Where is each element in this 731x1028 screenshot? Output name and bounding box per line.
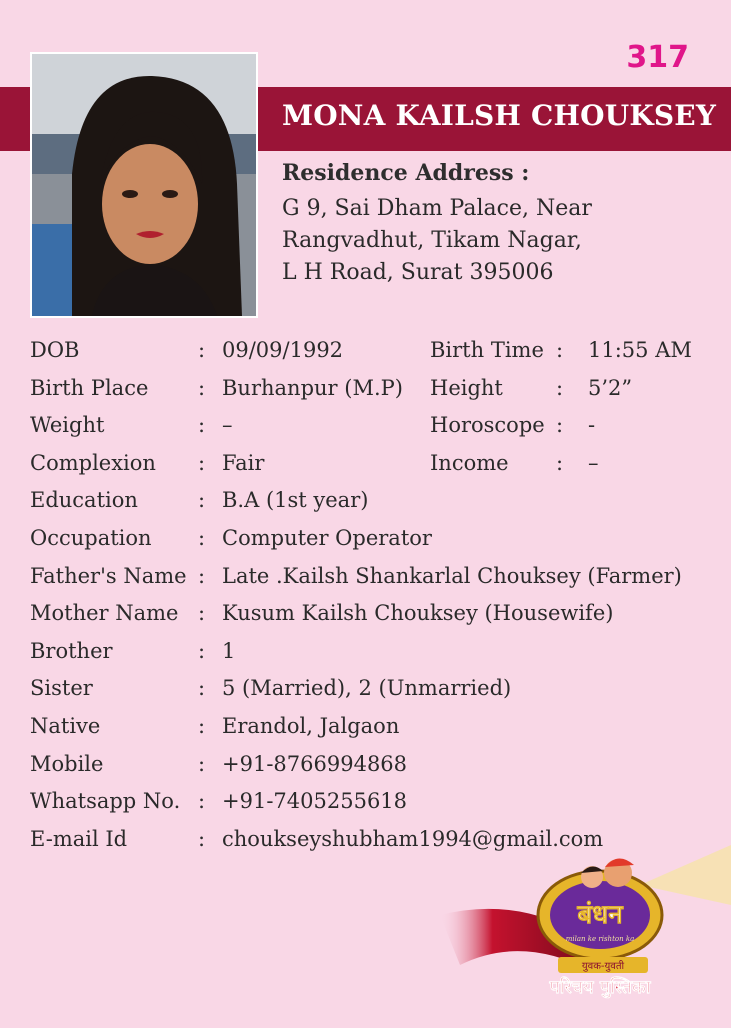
height-value: 5’2” — [588, 375, 633, 400]
native-label: Native — [30, 713, 101, 738]
education-label: Education — [30, 488, 138, 513]
profile-name: MONA KAILSH CHOUKSEY — [282, 99, 717, 132]
logo-tagline: milan ke rishton ka — [565, 935, 635, 943]
detail-row-mother — [30, 601, 710, 639]
birth-time-value: 11:55 AM — [588, 338, 692, 362]
native-value: Erandol, Jalgaon — [222, 713, 400, 738]
profile-details — [30, 338, 710, 864]
detail-row-mobile — [30, 752, 710, 790]
birth-time-label: Birth Time — [430, 338, 544, 362]
mother-name-label: Mother Name — [30, 601, 179, 626]
mobile-value: +91-8766994868 — [222, 751, 408, 776]
detail-row-dob — [30, 338, 710, 376]
separator: : — [198, 375, 206, 400]
separator: : — [556, 338, 564, 362]
income-value: – — [588, 450, 599, 475]
address-line: L H Road, Surat 395006 — [282, 260, 554, 285]
education-value: B.A (1st year) — [222, 488, 369, 513]
occupation-value: Computer Operator — [222, 525, 432, 550]
detail-row-weight — [30, 413, 710, 451]
separator: : — [198, 638, 206, 663]
detail-row-brother — [30, 639, 710, 677]
separator: : — [198, 563, 206, 588]
separator: : — [198, 601, 206, 626]
separator: : — [198, 450, 206, 475]
detail-row-whatsapp — [30, 789, 710, 827]
detail-row-birth-place — [30, 376, 710, 414]
whatsapp-label: Whatsapp No. — [30, 789, 181, 814]
birth-place-label: Birth Place — [30, 375, 149, 400]
separator: : — [556, 375, 564, 400]
detail-row-sister — [30, 676, 710, 714]
separator: : — [198, 789, 206, 814]
separator: : — [198, 751, 206, 776]
email-value: choukseyshubham1994@gmail.com — [222, 826, 604, 851]
mother-name-value: Kusum Kailsh Chouksey (Housewife) — [222, 601, 614, 626]
profile-photo — [30, 52, 258, 318]
separator: : — [198, 525, 206, 550]
father-name-value: Late .Kailsh Shankarlal Chouksey (Farmer) — [222, 563, 682, 588]
detail-row-education — [30, 488, 710, 526]
detail-row-occupation — [30, 526, 710, 564]
separator: : — [556, 413, 564, 438]
height-label: Height — [430, 375, 503, 400]
separator: : — [198, 488, 206, 513]
residence-address — [282, 193, 592, 289]
logo-subtitle-2: परिचय पुस्तिका — [549, 977, 651, 998]
complexion-label: Complexion — [30, 450, 156, 475]
separator: : — [198, 338, 206, 362]
whatsapp-value: +91-7405255618 — [222, 789, 408, 814]
logo-subtitle: युवक-युवती — [581, 961, 625, 972]
weight-value: – — [222, 413, 233, 438]
separator: : — [198, 676, 206, 701]
separator: : — [198, 826, 206, 851]
bandhan-logo — [440, 845, 731, 1024]
brother-value: 1 — [222, 638, 236, 663]
separator: : — [198, 713, 206, 738]
logo-title: बंधन — [577, 900, 623, 930]
complexion-value: Fair — [222, 450, 265, 475]
email-label: E-mail Id — [30, 826, 128, 851]
detail-row-father — [30, 564, 710, 602]
header-band-left — [0, 87, 30, 151]
brother-label: Brother — [30, 638, 113, 663]
horoscope-value: - — [588, 413, 596, 438]
horoscope-label: Horoscope — [430, 413, 545, 438]
dob-value: 09/09/1992 — [222, 338, 344, 362]
address-line: G 9, Sai Dham Palace, Near — [282, 196, 592, 221]
residence-address-label: Residence Address : — [282, 160, 530, 186]
detail-row-native — [30, 714, 710, 752]
separator: : — [556, 450, 564, 475]
page-number: 317 — [626, 40, 689, 75]
sister-label: Sister — [30, 676, 93, 701]
weight-label: Weight — [30, 413, 105, 438]
separator: : — [198, 413, 206, 438]
mobile-label: Mobile — [30, 751, 104, 776]
sister-value: 5 (Married), 2 (Unmarried) — [222, 676, 512, 701]
income-label: Income — [430, 450, 509, 475]
occupation-label: Occupation — [30, 525, 152, 550]
address-line: Rangvadhut, Tikam Nagar, — [282, 228, 582, 253]
father-name-label: Father's Name — [30, 563, 187, 588]
dob-label: DOB — [30, 338, 80, 362]
birth-place-value: Burhanpur (M.P) — [222, 375, 403, 400]
detail-row-complexion — [30, 451, 710, 489]
